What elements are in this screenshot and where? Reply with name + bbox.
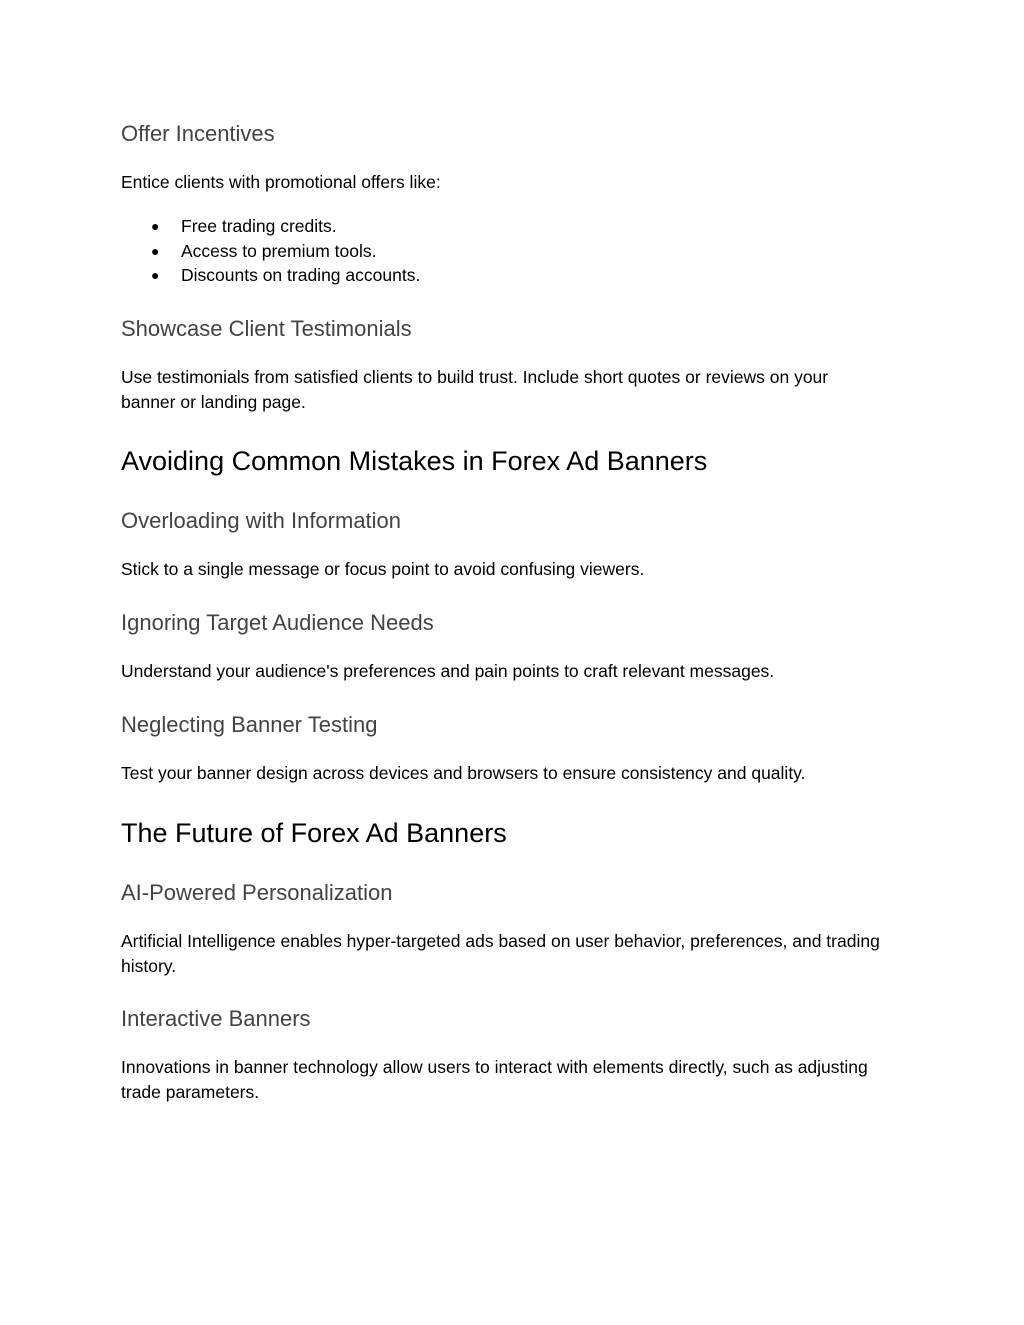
bullet-icon: ● (151, 218, 160, 234)
heading-ai-personalization: AI-Powered Personalization (121, 880, 393, 905)
heading-offer-incentives: Offer Incentives (121, 121, 275, 146)
bullet-icon: ● (151, 267, 160, 283)
paragraph-client-testimonials: Use testimonials from satisfied clients to build trust. Include short quotes or reviews on your banner or landing page. (121, 367, 829, 412)
heading-overloading: Overloading with Information (121, 508, 402, 533)
heading-neglecting-testing: Neglecting Banner Testing (121, 712, 378, 737)
heading-ignoring-audience: Ignoring Target Audience Needs (121, 610, 434, 635)
incentives-list (121, 214, 420, 288)
paragraph-ai-personalization: Artificial Intelligence enables hyper-targeted ads based on user behavior, preferences, and trading history. (121, 931, 880, 976)
heading-avoiding-mistakes: Avoiding Common Mistakes in Forex Ad Banners (121, 446, 708, 476)
heading-client-testimonials: Showcase Client Testimonials (121, 316, 412, 341)
list-item (121, 239, 420, 264)
list-item-text: Discounts on trading accounts. (181, 265, 421, 285)
paragraph-offer-incentives-intro: Entice clients with promotional offers like: (121, 172, 441, 192)
list-item-text: Free trading credits. (181, 216, 337, 236)
paragraph-overloading: Stick to a single message or focus point to avoid confusing viewers. (121, 559, 645, 579)
list-item-text: Access to premium tools. (181, 240, 377, 261)
paragraph-neglecting-testing: Test your banner design across devices and browsers to ensure consistency and quality. (121, 763, 806, 783)
heading-interactive-banners: Interactive Banners (121, 1006, 311, 1031)
bullet-icon: ● (151, 242, 160, 259)
list-item (121, 214, 420, 239)
paragraph-interactive-banners: Innovations in banner technology allow users to interact with elements directly, such as adjusting trade parameters. (121, 1057, 868, 1102)
heading-future: The Future of Forex Ad Banners (121, 818, 507, 848)
paragraph-ignoring-audience: Understand your audience's preferences and pain points to craft relevant messages. (121, 661, 775, 681)
list-item (121, 263, 420, 288)
